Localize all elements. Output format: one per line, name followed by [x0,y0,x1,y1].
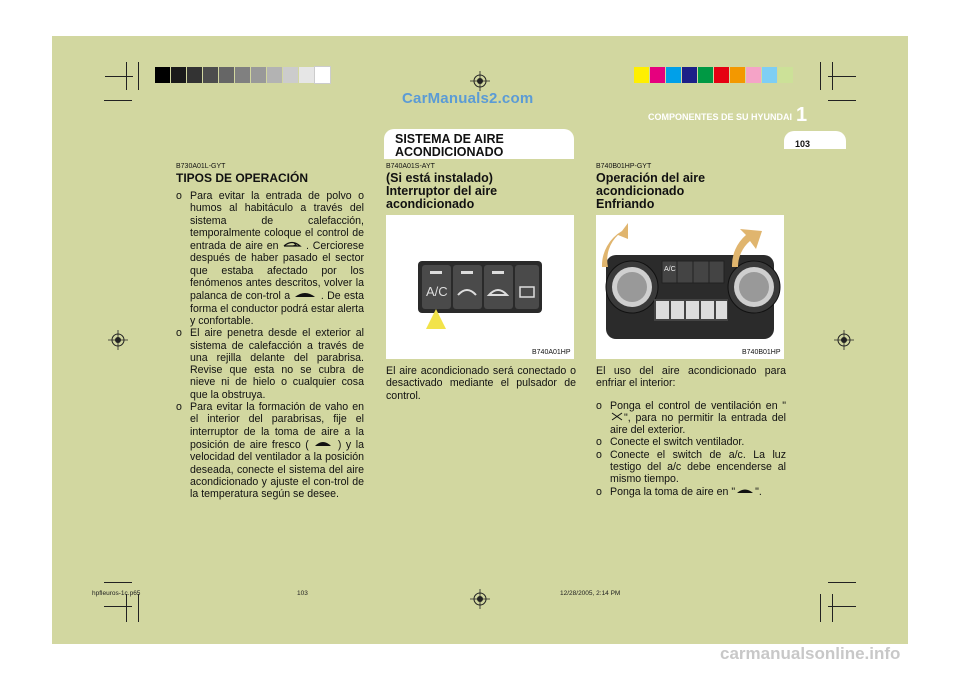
list-item: o Ponga la toma de aire en " ". [596,485,762,498]
list-item: o El aire penetra desde el exterior al sistema de calefacción a través de una rejilla delante del parabrisa. Revise que esta no se cubra de nieve ni de hielo o cualquier cosa que la obstruya. [176,327,364,401]
section-heading: (Si está instalado) Interruptor del aire acondicionado [386,171,498,211]
list-item: o Para evitar la formación de vaho en el interior del parabrisas, fije el interruptor de la toma de aire a la posición de aire fresco ( ) y la velocidad del ventilador a la posición deseada, conecte el sistema del aire acondicionado y ajuste el con-trol de la temperatura según se desee. [176,401,364,501]
grayscale-bar [155,67,331,83]
intro-text: El uso del aire acondicionado para enfriar el interior: [596,365,786,390]
footer-file: hpfleuros-1c.p65 [92,590,141,597]
section-heading [596,172,784,211]
footer-page: 103 [297,590,308,597]
ac-button-label: A/C [426,284,448,299]
heading-line: Enfriando [596,197,655,211]
recirculate-icon [735,486,755,495]
control-panel-illustration [596,215,784,359]
section-code: B740A01S-AYT [386,163,435,170]
fresh-air-icon [313,438,333,448]
heading-line: Operación del aire [596,171,706,185]
chapter-number: 1 [796,104,808,126]
section-code: B740B01HP-GYT [596,163,652,170]
watermark-bottom: carmanualsonline.info [720,644,901,663]
fresh-air-icon [293,289,317,299]
figure-code: B740A01HP [532,349,571,356]
ac-control-panel-figure [596,215,784,359]
operation-types-text [176,190,364,500]
ac-switch-description: El aire acondicionado será conectado o desactivado mediante el pulsador de control. [386,365,576,402]
ac-switch-illustration [386,215,574,359]
color-swatch-bar [634,67,794,83]
cooling-instructions [596,365,786,498]
section-heading: TIPOS DE OPERACIÓN [176,171,309,185]
registration-mark-icon [108,330,128,350]
ac-button-label: A/C [664,266,676,273]
footer-date: 12/28/2005, 2:14 PM [560,590,621,597]
section-title: SISTEMA DE AIRE ACONDICIONADO [395,132,504,159]
watermark-top: CarManuals2.com [402,90,534,107]
list-item: o Conecte el switch ventilador. [596,436,745,449]
list-item: o Para evitar la entrada de polvo o humos al habitáculo a través del sistema de calefacción, temporalmente coloque el control de entrada de aire en . Cerciorese después de haber pasado el sector que estaba afectado por los fenómenos antes descritos, volver la palanca de con-trol a . De esta forma el conductor podrá estar alerta y confortable. [176,190,364,327]
figure-code: B740B01HP [742,349,781,356]
registration-mark-icon [470,589,490,609]
list-item: o Conecte el switch de a/c. La luz testigo del a/c debe encenderse al mismo tiempo. [596,448,786,486]
section-code: B730A01L-GYT [176,163,226,170]
page-number-tab [784,131,846,149]
heading-line: acondicionado [596,184,685,198]
chapter-title: COMPONENTES DE SU HYUNDAI [648,112,793,122]
face-vent-icon [610,412,624,421]
recirculate-icon [282,239,302,249]
registration-mark-icon [834,330,854,350]
list-item: o Ponga el control de ventilación en "", para no permitir la entrada del aire del exterior. [596,399,786,437]
ac-switch-figure [386,215,574,359]
page-number: 103 [795,139,811,149]
registration-mark-icon [470,71,490,91]
